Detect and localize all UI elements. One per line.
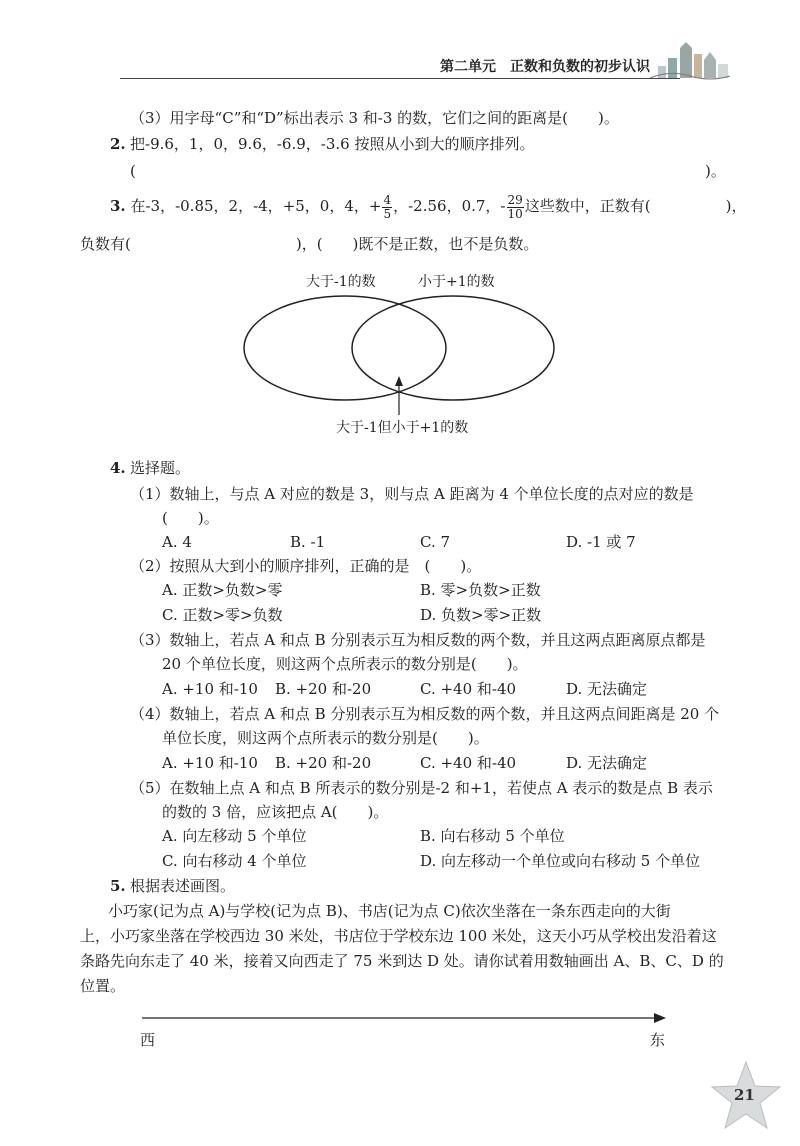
q3-pre: 在-3，-0.85，2，-4，+5，0，4，+	[130, 197, 382, 215]
venn-right-label: 小于+1的数	[418, 274, 495, 290]
venn-left-ellipse	[244, 296, 446, 400]
q4-5-option-b: B. 向右移动 5 个单位	[420, 827, 565, 845]
q3-line2: 负数有( )，( )既不是正数，也不是负数。	[80, 235, 539, 253]
q4-2-line1: （2）按照从大到小的顺序排列，正确的是 ( )。	[130, 557, 482, 575]
q4-2-option-a: A. 正数>负数>零	[162, 581, 283, 599]
city-skyline-icon	[650, 40, 740, 80]
q4-2-option-b: B. 零>负数>正数	[420, 581, 541, 599]
q5-number: 5.	[110, 877, 126, 895]
q5-line4: 位置。	[80, 977, 126, 995]
q3-frac1-num: 4	[383, 192, 392, 207]
q3-frac2-num: 29	[507, 192, 523, 207]
q4-5-line2: 的数的 3 倍，应该把点 A( )。	[162, 803, 389, 821]
page-header-title: 第二单元 正数和负数的初步认识	[440, 59, 650, 75]
header-rule	[120, 78, 680, 79]
q4-3-line2: 20 个单位长度，则这两个点所表示的数分别是( )。	[162, 655, 528, 673]
q4-2-option-c: C. 正数>零>负数	[162, 606, 283, 624]
q4-3-option-b: B. +20 和-20	[275, 680, 372, 698]
q5-line2: 上，小巧家坐落在学校西边 30 米处，书店位于学校东边 100 米处，这天小巧从学校出发沿着这	[80, 927, 717, 945]
q4-1-line1: （1）数轴上，与点 A 对应的数是 3，则与点 A 距离为 4 个单位长度的点对应的数是	[130, 485, 694, 503]
q4-1-option-b: B. -1	[290, 533, 326, 551]
q4-3-line1: （3）数轴上，若点 A 和点 B 分别表示互为相反数的两个数，并且这两点距离原点都是	[130, 631, 706, 649]
east-label: 东	[650, 1031, 666, 1049]
venn-diagram	[240, 290, 570, 420]
number-line-axis	[140, 1008, 680, 1028]
q4-4-line2: 单位长度，则这两个点所表示的数分别是( )。	[162, 729, 489, 747]
q5-line3: 条路先向东走了 40 米，接着又向西走了 75 米到达 D 处。请你试着用数轴画出 A、B、C、D 的	[80, 952, 724, 970]
q4-4-option-c: C. +40 和-40	[420, 754, 517, 772]
venn-right-ellipse	[352, 296, 554, 400]
q2-text: 把-9.6，1，0，9.6，-6.9，-3.6 按照从小到大的顺序排列。	[130, 135, 535, 153]
q2-answer-close: )。	[705, 162, 726, 180]
q3-post: 这些数中，正数有( )，	[524, 197, 747, 215]
q2-number: 2.	[110, 135, 126, 153]
q4-number: 4.	[110, 459, 126, 477]
q5-title: 根据表述画图。	[130, 877, 236, 895]
q3-fraction-4-5	[382, 194, 392, 221]
q4-title: 选择题。	[130, 459, 191, 477]
q4-5-option-d: D. 向左移动一个单位或向右移动 5 个单位	[420, 852, 701, 870]
q4-2-option-d: D. 负数>零>正数	[420, 606, 542, 624]
q1-part3: （3）用字母“C”和“D”标出表示 3 和-3 的数，它们之间的距离是( )。	[130, 109, 619, 127]
q2-answer-open: (	[130, 162, 136, 180]
number-line-arrow-icon	[654, 1013, 666, 1023]
q5-line1: 小巧家(记为点 A)与学校(记为点 B)、书店(记为点 C)依次坐落在一条东西走向的大街	[108, 902, 671, 920]
q4-1-option-a: A. 4	[162, 533, 192, 551]
q3-frac1-den: 5	[383, 206, 392, 221]
q4-3-option-a: A. +10 和-10	[162, 680, 258, 698]
q4-1-line2: ( )。	[162, 509, 219, 527]
q3-number: 3.	[110, 197, 126, 215]
q4-4-line1: （4）数轴上，若点 A 和点 B 分别表示互为相反数的两个数，并且这两点间距离是 20 个	[130, 705, 720, 723]
q4-3-option-d: D. 无法确定	[566, 680, 648, 698]
q4-5-option-a: A. 向左移动 5 个单位	[162, 827, 307, 845]
q4-3-option-c: C. +40 和-40	[420, 680, 517, 698]
venn-bottom-label: 大于-1但小于+1的数	[336, 420, 469, 436]
q3-fraction-29-10	[507, 194, 524, 221]
west-label: 西	[140, 1031, 156, 1049]
venn-pointer-arrow-icon	[395, 376, 403, 386]
q3-line1	[110, 186, 747, 226]
q4-4-option-d: D. 无法确定	[566, 754, 648, 772]
page-number: 21	[734, 1086, 755, 1104]
q4-1-option-c: C. 7	[420, 533, 451, 551]
q4-4-option-a: A. +10 和-10	[162, 754, 258, 772]
q4-5-line1: （5）在数轴上点 A 和点 B 所表示的数分别是-2 和+1，若使点 A 表示的数是点 B 表示	[130, 779, 713, 797]
q3-frac2-den: 10	[507, 206, 523, 221]
q4-4-option-b: B. +20 和-20	[275, 754, 372, 772]
venn-left-label: 大于-1的数	[306, 274, 376, 290]
q4-5-option-c: C. 向右移动 4 个单位	[162, 852, 307, 870]
q3-mid: ，-2.56，0.7，-	[393, 197, 506, 215]
q4-1-option-d: D. -1 或 7	[566, 533, 636, 551]
